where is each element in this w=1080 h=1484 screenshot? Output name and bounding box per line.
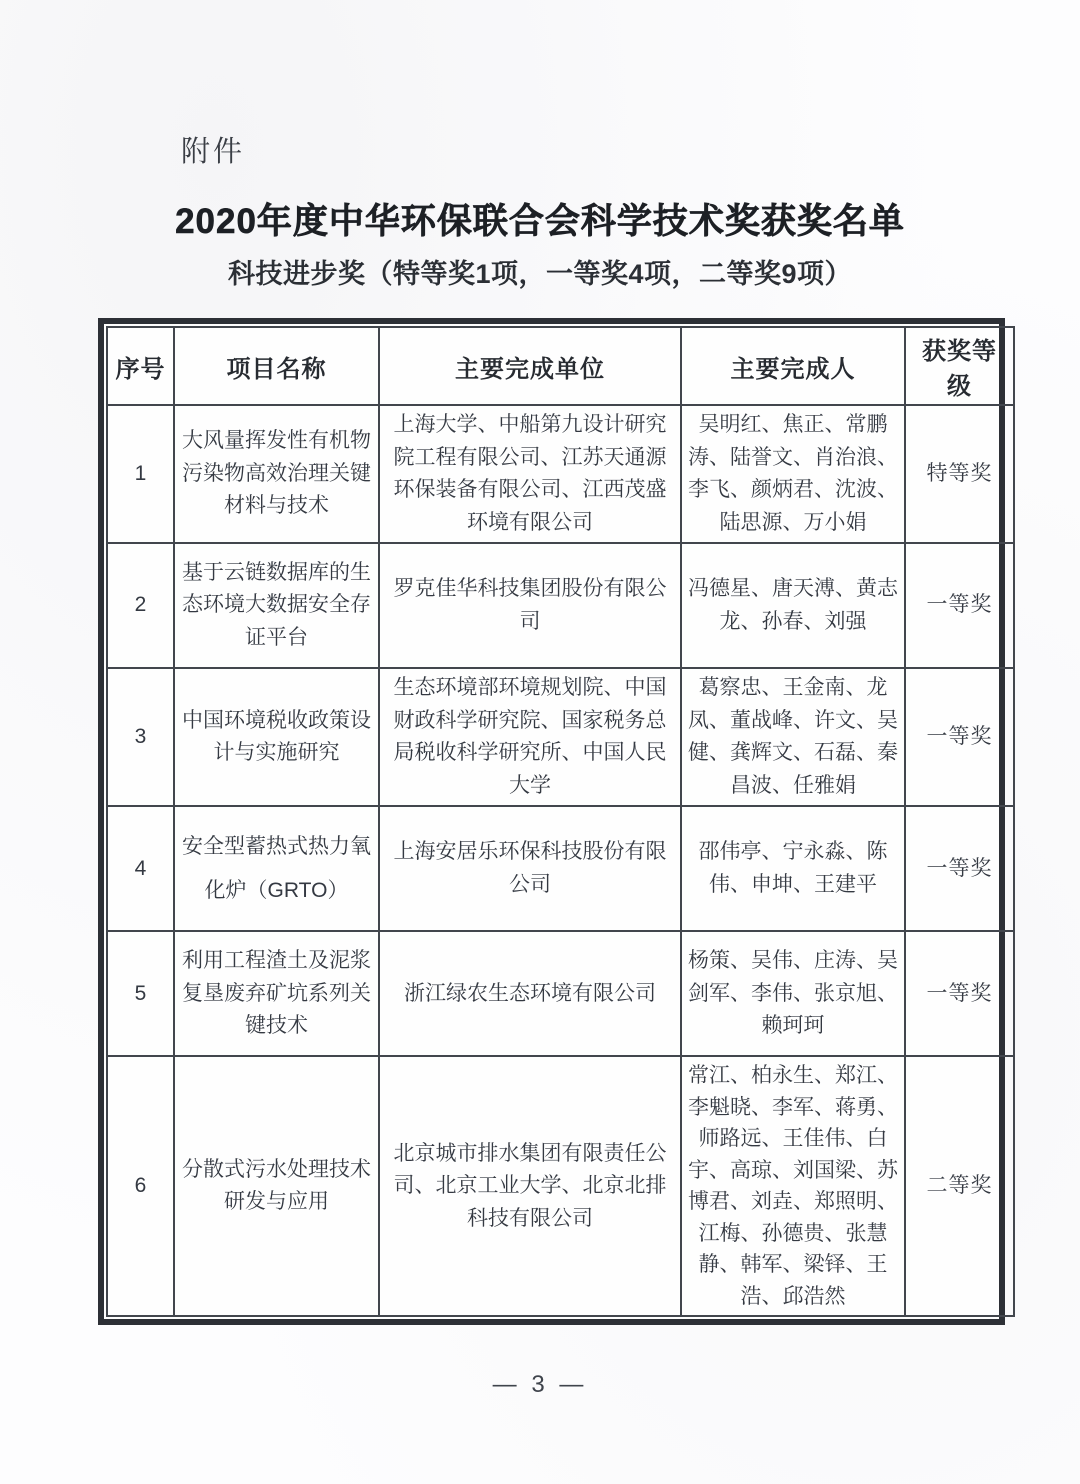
cell-completing-units: 上海安居乐环保科技股份有限公司 — [379, 806, 681, 931]
document-subtitle: 科技进步奖（特等奖1项，一等奖4项，二等奖9项） — [227, 259, 853, 289]
cell-index: 6 — [107, 1056, 174, 1316]
col-header-project: 项目名称 — [174, 327, 379, 405]
cell-completing-units: 北京城市排水集团有限责任公司、北京工业大学、北京北排科技有限公司 — [379, 1056, 681, 1316]
cell-completing-people: 邵伟亭、宁永淼、陈伟、申坤、王建平 — [681, 806, 905, 931]
cell-award-level: 二等奖 — [905, 1056, 1014, 1316]
cell-award-level: 一等奖 — [905, 931, 1014, 1056]
table-header-row — [107, 327, 1014, 405]
col-header-index: 序号 — [107, 327, 174, 405]
col-header-units: 主要完成单位 — [379, 327, 681, 405]
awards-table-border — [98, 318, 1005, 1325]
table-row — [107, 931, 1014, 1056]
cell-completing-units: 浙江绿农生态环境有限公司 — [379, 931, 681, 1056]
table-row — [107, 405, 1014, 543]
attachment-label: 附件 — [181, 136, 246, 168]
col-header-people: 主要完成人 — [681, 327, 905, 405]
cell-award-level: 一等奖 — [905, 668, 1014, 806]
cell-completing-people: 冯德星、唐天溥、黄志龙、孙春、刘强 — [681, 543, 905, 668]
cell-index: 1 — [107, 405, 174, 543]
cell-index: 2 — [107, 543, 174, 668]
table-row — [107, 543, 1014, 668]
cell-project-name: 安全型蓄热式热力氧化炉（GRTO） — [174, 806, 379, 931]
table-row — [107, 806, 1014, 931]
cell-project-name: 中国环境税收政策设计与实施研究 — [174, 668, 379, 806]
cell-completing-people: 常江、柏永生、郑江、李魁晓、李军、蒋勇、师路远、王佳伟、白宇、高琼、刘国梁、苏博君、刘垚、郑照明、江梅、孙德贵、张慧静、韩军、梁铎、王浩、邱浩然 — [681, 1056, 905, 1316]
awards-table — [106, 326, 1015, 1317]
cell-award-level: 一等奖 — [905, 543, 1014, 668]
cell-award-level: 一等奖 — [905, 806, 1014, 931]
cell-project-name: 利用工程渣土及泥浆复垦废弃矿坑系列关键技术 — [174, 931, 379, 1056]
cell-completing-people: 葛察忠、王金南、龙凤、董战峰、许文、吴健、龚辉文、石磊、秦昌波、任雅娟 — [681, 668, 905, 806]
cell-project-name: 基于云链数据库的生态环境大数据安全存证平台 — [174, 543, 379, 668]
table-row — [107, 1056, 1014, 1316]
cell-completing-people: 吴明红、焦正、常鹏涛、陆誉文、肖治浪、李飞、颜炳君、沈波、陆思源、万小娟 — [681, 405, 905, 543]
document-title: 2020年度中华环保联合会科学技术奖获奖名单 — [175, 202, 905, 241]
cell-completing-people: 杨策、吴伟、庄涛、吴剑军、李伟、张京旭、赖珂珂 — [681, 931, 905, 1056]
cell-index: 4 — [107, 806, 174, 931]
cell-index: 5 — [107, 931, 174, 1056]
cell-project-name: 大风量挥发性有机物污染物高效治理关键材料与技术 — [174, 405, 379, 543]
cell-award-level: 特等奖 — [905, 405, 1014, 543]
cell-index: 3 — [107, 668, 174, 806]
cell-completing-units: 上海大学、中船第九设计研究院工程有限公司、江苏天通源环保装备有限公司、江西茂盛环境有限公司 — [379, 405, 681, 543]
cell-project-name: 分散式污水处理技术研发与应用 — [174, 1056, 379, 1316]
col-header-award: 获奖等级 — [905, 327, 1014, 405]
cell-completing-units: 罗克佳华科技集团股份有限公司 — [379, 543, 681, 668]
cell-completing-units: 生态环境部环境规划院、中国财政科学研究院、国家税务总局税收科学研究所、中国人民大学 — [379, 668, 681, 806]
page-number: — 3 — — [492, 1371, 588, 1398]
table-row — [107, 668, 1014, 806]
